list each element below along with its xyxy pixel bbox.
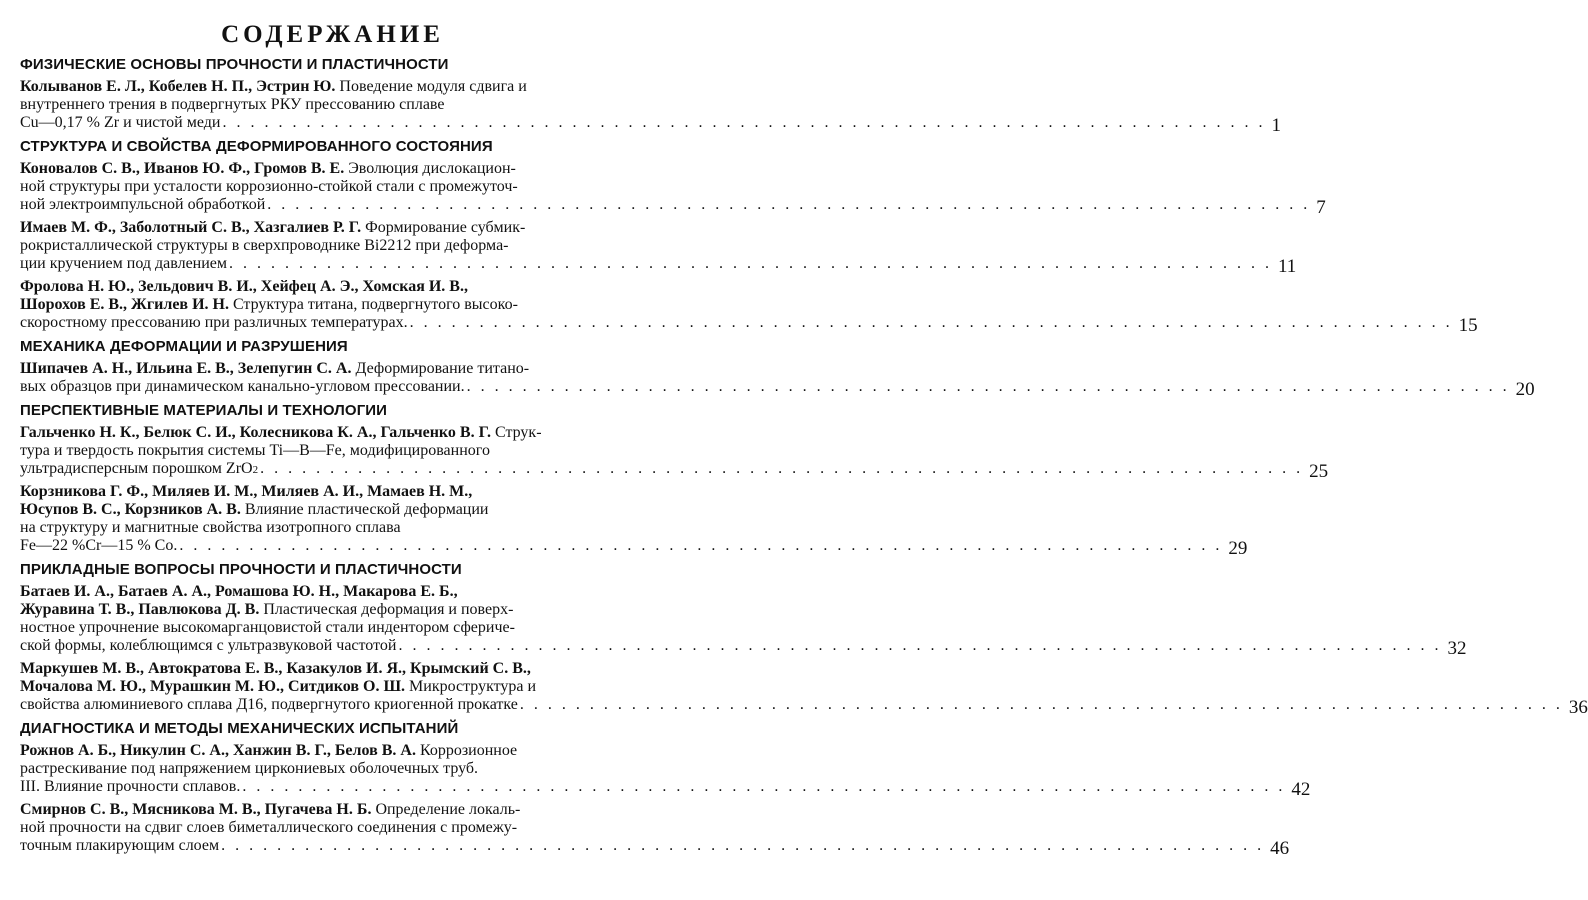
entry-title-part: Структура титана, подвергнутого высоко- [228,296,518,313]
entry-authors: Смирнов С. В., Мясникова М. В., Пугачева Н. Б. [20,801,372,818]
entry-last-line [20,637,1441,655]
dot-leader [260,460,1303,478]
entry-title-part: Эволюция дислокацион- [344,160,516,177]
entry-line: ностное упрочнение высокомарганцовистой стали индентором сфериче- [20,619,515,636]
entry-last-line: ультрадисперсным порошком ZrO 2 . . . [20,460,1303,478]
contents-page [20,20,1588,861]
entry-line: ной структуры при усталости коррозионно-стойкой стали с промежуточ- [20,178,518,195]
section-title: СТРУКТУРА И СВОЙСТВА ДЕФОРМИРОВАННОГО СОСТОЯНИЯ [20,138,493,155]
dot-leader [267,196,1310,214]
entry-last-line [20,378,1510,396]
entry-title-part: Пластическая деформация и поверх- [259,601,514,618]
dot-leader [221,837,1264,855]
entry-title-part: ультрадисперсным порошком ZrO [20,460,253,477]
entry-authors: Фролова Н. Ю., Зельдович В. И., Хейфец А. Э., Хомская И. В., [20,278,468,295]
toc-entry[interactable] [20,742,1311,800]
entry-line [20,360,1510,378]
entry-title-part: Струк- [490,424,542,441]
toc-entry[interactable] [20,278,1478,336]
dot-leader [222,114,1265,132]
page-number: 42 [1291,779,1311,800]
entry-text [20,360,1516,396]
sections-container [20,56,1588,859]
entry-title-part: Поведение модуля сдвига и [335,78,527,95]
entry-last-line [20,255,1272,273]
entry-last-line [20,537,1222,555]
entry-line [20,160,1310,178]
toc-section [20,56,1281,136]
entry-authors: Колыванов Е. Л., Кобелев Н. П., Эстрин Ю. [20,78,336,95]
toc-entry[interactable] [20,583,1467,659]
entry-title-part: Определение локаль- [371,801,521,818]
entry-authors: Мочалова М. Ю., Мурашкин М. Ю., Ситдиков О. Ш. [20,678,406,695]
entry-line [20,424,1303,442]
entry-title-part: Микроструктура и [405,678,537,695]
entry-text [20,424,1309,478]
entry-authors: Шорохов Е. В., Жгилев И. Н. [20,296,229,313]
entry-text [20,660,1569,714]
entry-title-part: ской формы, колеблющимся с ультразвуковой частотой [20,637,397,654]
entry-title-part: точным плакирующим слоем [20,837,220,854]
toc-entry[interactable] [20,660,1588,718]
entry-last-line [20,837,1264,855]
page-number: 32 [1447,638,1467,659]
page-number: 25 [1309,461,1329,482]
section-title: МЕХАНИКА ДЕФОРМАЦИИ И РАЗРУШЕНИЯ [20,338,348,355]
entry-line [20,278,1453,296]
page-number: 15 [1458,315,1478,336]
entry-line [20,742,1285,760]
entry-text [20,742,1291,796]
entry-title-part: III. Влияние прочности сплавов. [20,778,241,795]
entry-title-part: свойства алюминиевого сплава Д16, подвергнутого криогенной прокатке [20,696,518,713]
toc-entry[interactable] [20,78,1281,136]
entry-line [20,501,1222,519]
entry-line: на структуру и магнитные свойства изотропного сплава [20,519,401,536]
entry-line [20,601,1441,619]
toc-section [20,338,1535,400]
entry-title-part: Формирование субмик- [361,219,526,236]
entry-authors: Журавина Т. В., Павлюкова Д. В. [20,601,260,618]
dot-leader [410,314,1453,332]
dot-leader [242,778,1285,796]
entry-title-part: ной электроимпульсной обработкой [20,196,266,213]
page-number: 36 [1568,697,1588,718]
dot-leader [520,696,1563,714]
entry-line [20,78,1265,96]
entry-authors: Юсупов В. С., Корзников А. В. [20,501,241,518]
entry-line: внутреннего трения в подвергнутых РКУ прессованию сплаве [20,96,445,113]
page-number: 20 [1515,379,1535,400]
toc-section [20,138,1478,336]
page-title: СОДЕРЖАНИЕ [221,21,444,48]
entry-line [20,296,1453,314]
toc-entry[interactable] [20,160,1326,218]
entry-last-line [20,778,1285,796]
entry-last-line [20,114,1265,132]
entry-line [20,660,1563,678]
entry-authors: Корзникова Г. Ф., Миляев И. М., Миляев А. И., Мамаев Н. М., [20,483,473,500]
entry-authors: Рожнов А. Б., Никулин С. А., Ханжин В. Г., Белов В. А. [20,742,416,759]
entry-line [20,678,1563,696]
section-title: ПЕРСПЕКТИВНЫЕ МАТЕРИАЛЫ И ТЕХНОЛОГИИ [20,402,388,419]
entry-line [20,483,1222,501]
entry-line [20,219,1272,237]
entry-title-part: ции кручением под давлением [20,255,228,272]
entry-text [20,78,1271,132]
entry-text [20,219,1278,273]
entry-authors: Батаев И. А., Батаев А. А., Ромашова Ю. Н., Макарова Е. Б., [20,583,458,600]
section-title: ФИЗИЧЕСКИЕ ОСНОВЫ ПРОЧНОСТИ И ПЛАСТИЧНОСТИ [20,56,449,73]
entry-line: ной прочности на сдвиг слоев биметаллического соединения с промежу- [20,819,518,836]
entry-authors: Шипачев А. Н., Ильина Е. В., Зелепугин С. А. [20,360,352,377]
page-number: 29 [1228,538,1248,559]
entry-line: тура и твердость покрытия системы Ti—B—Fe, модифицированного [20,442,490,459]
dot-leader [467,378,1510,396]
page-number: 11 [1278,256,1297,277]
entry-title-part: Fe—22 %Cr—15 % Co. [20,537,178,554]
entry-last-line [20,314,1453,332]
entry-title-part: вых образцов при динамическом канально-угловом прессовании. [20,378,465,395]
dot-leader [398,637,1441,655]
entry-line: растрескивание под напряжением циркониевых оболочечных труб. [20,760,479,777]
toc-entry[interactable] [20,360,1535,400]
toc-section [20,720,1311,859]
entry-authors: Маркушев М. В., Автократова Е. В., Казакулов И. Я., Крымский С. В., [20,660,531,677]
dot-leader [229,255,1272,273]
entry-text [20,160,1316,214]
entry-last-line [20,696,1563,714]
page-number: 46 [1270,838,1290,859]
entry-authors: Гальченко Н. К., Белюк С. И., Колесникова К. А., Гальченко В. Г. [20,424,491,441]
entry-line [20,583,1441,601]
entry-authors: Имаев М. Ф., Заболотный С. В., Хазгалиев Р. Г. [20,219,362,236]
entry-text [20,583,1447,655]
entry-authors: Коновалов С. В., Иванов Ю. Ф., Громов В. Е. [20,160,345,177]
toc-entry[interactable] [20,483,1248,559]
entry-title-part: Деформирование титано- [351,360,530,377]
page-number: 7 [1316,197,1326,218]
entry-text [20,801,1270,855]
toc-entry[interactable] [20,801,1290,859]
toc-entry[interactable] [20,219,1297,277]
toc-section [20,561,1588,718]
toc-entry[interactable] [20,424,1329,482]
toc-section [20,402,1329,559]
section-title: ПРИКЛАДНЫЕ ВОПРОСЫ ПРОЧНОСТИ И ПЛАСТИЧНОСТИ [20,561,462,578]
entry-text [20,483,1228,555]
entry-last-line [20,196,1310,214]
entry-title-part: Влияние пластической деформации [240,501,489,518]
page-number: 1 [1271,115,1281,136]
entry-text [20,278,1459,332]
entry-title-part: Коррозионное [415,742,518,759]
dot-leader [179,537,1222,555]
entry-title-part: скоростному прессованию при различных температурах. [20,314,408,331]
entry-title-part: Cu—0,17 % Zr и чистой меди [20,114,221,131]
entry-line: рокристаллической структуры в сверхпроводнике Bi2212 при деформа- [20,237,509,254]
section-title: ДИАГНОСТИКА И МЕТОДЫ МЕХАНИЧЕСКИХ ИСПЫТАНИЙ [20,720,459,737]
entry-line [20,801,1264,819]
